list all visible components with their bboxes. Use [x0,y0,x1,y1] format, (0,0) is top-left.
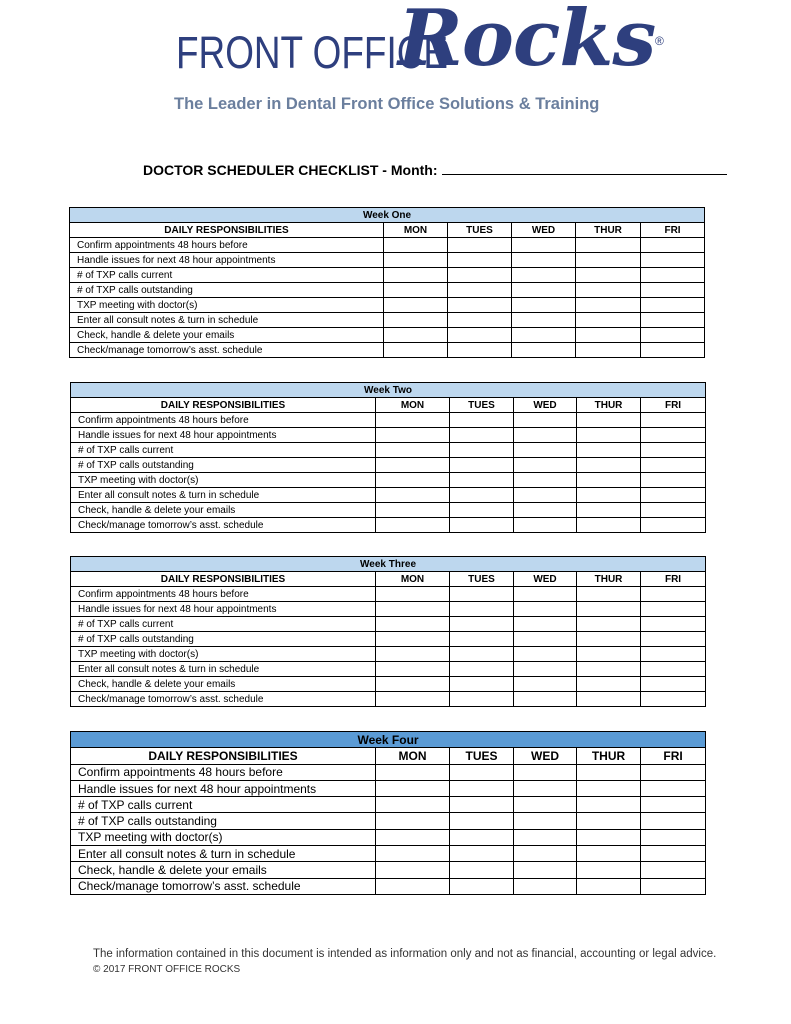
task-row [71,632,706,647]
logo [0,0,791,130]
task-label: Check, handle & delete your emails [70,328,384,343]
checkbox-cell-wed[interactable] [514,458,577,473]
checkbox-cell-fri[interactable] [641,518,706,533]
checkbox-cell-fri[interactable] [641,647,706,662]
checkbox-cell-fri[interactable] [641,488,706,503]
checkbox-cell-fri[interactable] [641,862,706,878]
task-row [70,253,705,268]
checkbox-cell-thur[interactable] [577,587,641,602]
task-row [71,878,706,894]
checkbox-cell-thur[interactable] [577,692,641,707]
task-label: Enter all consult notes & turn in schedule [71,662,376,677]
task-row [71,647,706,662]
mon-header: MON [376,398,450,413]
checkbox-cell-fri[interactable] [641,503,706,518]
checkbox-cell-fri[interactable] [641,587,706,602]
checkbox-cell-mon[interactable] [376,797,450,813]
checkbox-cell-thur[interactable] [576,283,641,298]
task-label: Check/manage tomorrow’s asst. schedule [71,518,376,533]
checkbox-cell-mon[interactable] [384,268,448,283]
checkbox-cell-fri[interactable] [641,413,706,428]
checkbox-cell-tues[interactable] [450,797,514,813]
checkbox-cell-wed[interactable] [512,253,576,268]
week-two-table [70,382,706,533]
task-label: Check, handle & delete your emails [71,503,376,518]
thur-header: THUR [576,223,641,238]
checkbox-cell-tues[interactable] [448,283,512,298]
footer-disclaimer: The information contained in this document is intended as information only and not as financial, accounting or legal advice. [93,948,717,960]
responsibilities-header: DAILY RESPONSIBILITIES [71,748,376,764]
checkbox-cell-fri[interactable] [641,298,705,313]
checkbox-cell-wed[interactable] [514,647,577,662]
task-row [71,862,706,878]
checkbox-cell-fri[interactable] [641,602,706,617]
checkbox-cell-fri[interactable] [641,283,705,298]
task-label: Enter all consult notes & turn in schedule [71,846,376,862]
checkbox-cell-wed[interactable] [514,473,577,488]
checkbox-cell-fri[interactable] [641,780,706,796]
checkbox-cell-tues[interactable] [450,488,514,503]
task-label: Handle issues for next 48 hour appointments [71,428,376,443]
checkbox-cell-mon[interactable] [384,253,448,268]
mon-header: MON [376,572,450,587]
checkbox-cell-wed[interactable] [514,813,577,829]
checkbox-cell-mon[interactable] [376,764,450,780]
checkbox-cell-fri[interactable] [641,253,705,268]
month-field[interactable] [442,163,727,175]
checkbox-cell-mon[interactable] [376,587,450,602]
checkbox-cell-thur[interactable] [576,298,641,313]
checkbox-cell-tues[interactable] [450,503,514,518]
wed-header: WED [514,748,577,764]
task-label: Handle issues for next 48 hour appointments [71,602,376,617]
task-row [71,587,706,602]
checkbox-cell-tues[interactable] [450,647,514,662]
checkbox-cell-tues[interactable] [448,298,512,313]
task-row [71,846,706,862]
checkbox-cell-mon[interactable] [376,692,450,707]
checkbox-cell-mon[interactable] [376,862,450,878]
checkbox-cell-wed[interactable] [512,298,576,313]
checkbox-cell-wed[interactable] [514,503,577,518]
task-row [70,328,705,343]
responsibilities-header: DAILY RESPONSIBILITIES [71,398,376,413]
checkbox-cell-thur[interactable] [576,313,641,328]
checkbox-cell-thur[interactable] [577,813,641,829]
checkbox-cell-thur[interactable] [577,602,641,617]
task-label: # of TXP calls current [71,797,376,813]
checkbox-cell-thur[interactable] [577,518,641,533]
checkbox-cell-mon[interactable] [376,813,450,829]
checkbox-cell-mon[interactable] [376,632,450,647]
checkbox-cell-wed[interactable] [514,862,577,878]
checkbox-cell-mon[interactable] [384,328,448,343]
week-header: Week Three [71,557,706,572]
checkbox-cell-thur[interactable] [577,473,641,488]
checkbox-cell-thur[interactable] [576,268,641,283]
checkbox-cell-wed[interactable] [514,846,577,862]
tagline: The Leader in Dental Front Office Solutions & Training [174,95,600,113]
checkbox-cell-fri[interactable] [641,458,706,473]
tues-header: TUES [450,398,514,413]
checkbox-cell-wed[interactable] [514,692,577,707]
task-label: # of TXP calls outstanding [71,813,376,829]
checkbox-cell-tues[interactable] [448,343,512,358]
checkbox-cell-wed[interactable] [514,617,577,632]
mon-header: MON [376,748,450,764]
fri-header: FRI [641,572,706,587]
thur-header: THUR [577,398,641,413]
checkbox-cell-tues[interactable] [450,632,514,647]
checkbox-cell-thur[interactable] [577,797,641,813]
checkbox-cell-mon[interactable] [384,283,448,298]
task-row [71,677,706,692]
checkbox-cell-thur[interactable] [577,428,641,443]
checkbox-cell-fri[interactable] [641,797,706,813]
task-row [71,813,706,829]
checkbox-cell-thur[interactable] [577,862,641,878]
checkbox-cell-tues[interactable] [450,764,514,780]
checkbox-cell-wed[interactable] [514,797,577,813]
checkbox-cell-mon[interactable] [384,238,448,253]
checkbox-cell-mon[interactable] [384,298,448,313]
task-row [71,780,706,796]
task-row [71,488,706,503]
task-row [71,617,706,632]
task-label: Confirm appointments 48 hours before [70,238,384,253]
checkbox-cell-tues[interactable] [450,878,514,894]
thur-header: THUR [577,572,641,587]
checkbox-cell-wed[interactable] [514,518,577,533]
checkbox-cell-thur[interactable] [577,443,641,458]
task-label: # of TXP calls current [70,268,384,283]
checkbox-cell-wed[interactable] [512,328,576,343]
checkbox-cell-mon[interactable] [376,428,450,443]
task-label: # of TXP calls outstanding [71,458,376,473]
checkbox-cell-fri[interactable] [641,443,706,458]
checkbox-cell-wed[interactable] [514,662,577,677]
checkbox-cell-wed[interactable] [514,632,577,647]
task-label: Check/manage tomorrow’s asst. schedule [71,692,376,707]
checkbox-cell-thur[interactable] [577,458,641,473]
checkbox-cell-mon[interactable] [376,518,450,533]
checkbox-cell-thur[interactable] [576,253,641,268]
logo-front-office-text: FRONT OFFICE [176,27,448,78]
task-row [71,602,706,617]
checkbox-cell-tues[interactable] [448,238,512,253]
checkbox-cell-tues[interactable] [448,253,512,268]
task-row [71,458,706,473]
logo-rocks-text: Rocks [398,0,656,84]
checkbox-cell-mon[interactable] [376,473,450,488]
task-label: Enter all consult notes & turn in schedule [71,488,376,503]
task-label: # of TXP calls current [71,443,376,458]
task-label: Check/manage tomorrow’s asst. schedule [70,343,384,358]
checkbox-cell-thur[interactable] [577,647,641,662]
checkbox-cell-thur[interactable] [577,617,641,632]
checkbox-cell-mon[interactable] [376,829,450,845]
task-row [70,283,705,298]
checkbox-cell-mon[interactable] [384,343,448,358]
task-row [71,428,706,443]
task-label: TXP meeting with doctor(s) [71,473,376,488]
checkbox-cell-mon[interactable] [376,647,450,662]
wed-header: WED [514,572,577,587]
task-row [71,764,706,780]
checkbox-cell-mon[interactable] [376,878,450,894]
week-header: Week Two [71,383,706,398]
checkbox-cell-wed[interactable] [512,343,576,358]
responsibilities-header: DAILY RESPONSIBILITIES [70,223,384,238]
task-label: # of TXP calls current [71,617,376,632]
checkbox-cell-tues[interactable] [450,829,514,845]
checkbox-cell-mon[interactable] [384,313,448,328]
checkbox-cell-fri[interactable] [641,428,706,443]
checkbox-cell-tues[interactable] [450,458,514,473]
footer-copyright: © 2017 FRONT OFFICE ROCKS [93,964,241,975]
checkbox-cell-tues[interactable] [450,443,514,458]
task-label: Confirm appointments 48 hours before [71,587,376,602]
checkbox-cell-mon[interactable] [376,488,450,503]
document-title [143,163,727,177]
checkbox-cell-fri[interactable] [641,764,706,780]
checkbox-cell-wed[interactable] [514,587,577,602]
checkbox-cell-tues[interactable] [450,677,514,692]
checkbox-cell-tues[interactable] [450,662,514,677]
checkbox-cell-tues[interactable] [450,473,514,488]
checkbox-cell-fri[interactable] [641,846,706,862]
task-label: Check, handle & delete your emails [71,677,376,692]
checkbox-cell-thur[interactable] [577,677,641,692]
task-row [70,313,705,328]
task-row [70,268,705,283]
task-row [71,413,706,428]
week-one-table [69,207,705,358]
tues-header: TUES [450,572,514,587]
task-row [71,829,706,845]
week-three-table [70,556,706,707]
task-row [71,503,706,518]
checkbox-cell-mon[interactable] [376,602,450,617]
task-row [71,692,706,707]
task-label: Confirm appointments 48 hours before [71,764,376,780]
checkbox-cell-wed[interactable] [514,488,577,503]
checkbox-cell-wed[interactable] [514,780,577,796]
checkbox-cell-thur[interactable] [577,780,641,796]
checkbox-cell-fri[interactable] [641,662,706,677]
fri-header: FRI [641,398,706,413]
week-header: Week Four [71,732,706,748]
task-row [70,238,705,253]
task-label: # of TXP calls outstanding [71,632,376,647]
checkbox-cell-thur[interactable] [577,764,641,780]
week-header: Week One [70,208,705,223]
checkbox-cell-thur[interactable] [577,632,641,647]
checkbox-cell-tues[interactable] [450,428,514,443]
checkbox-cell-mon[interactable] [376,846,450,862]
tues-header: TUES [448,223,512,238]
task-label: Enter all consult notes & turn in schedule [70,313,384,328]
checkbox-cell-wed[interactable] [514,413,577,428]
checkbox-cell-wed[interactable] [512,283,576,298]
checkbox-cell-mon[interactable] [376,662,450,677]
checkbox-cell-mon[interactable] [376,458,450,473]
checkbox-cell-mon[interactable] [376,443,450,458]
checkbox-cell-tues[interactable] [450,518,514,533]
task-label: Handle issues for next 48 hour appointments [71,780,376,796]
checkbox-cell-fri[interactable] [641,632,706,647]
task-row [71,662,706,677]
checkbox-cell-wed[interactable] [514,764,577,780]
week-four-table [70,731,706,895]
checkbox-cell-thur[interactable] [576,343,641,358]
checkbox-cell-fri[interactable] [641,328,705,343]
checkbox-cell-fri[interactable] [641,813,706,829]
checkbox-cell-thur[interactable] [577,413,641,428]
checkbox-cell-wed[interactable] [514,677,577,692]
checkbox-cell-thur[interactable] [577,846,641,862]
checkbox-cell-thur[interactable] [577,878,641,894]
task-row [70,298,705,313]
checkbox-cell-thur[interactable] [577,503,641,518]
task-label: TXP meeting with doctor(s) [71,647,376,662]
fri-header: FRI [641,223,705,238]
checkbox-cell-wed[interactable] [514,829,577,845]
checkbox-cell-thur[interactable] [577,829,641,845]
task-label: Confirm appointments 48 hours before [71,413,376,428]
task-row [71,518,706,533]
task-label: # of TXP calls outstanding [70,283,384,298]
checkbox-cell-tues[interactable] [448,328,512,343]
checkbox-cell-tues[interactable] [448,268,512,283]
checkbox-cell-fri[interactable] [641,343,705,358]
checkbox-cell-tues[interactable] [450,813,514,829]
checkbox-cell-mon[interactable] [376,413,450,428]
checkbox-cell-mon[interactable] [376,617,450,632]
checkbox-cell-fri[interactable] [641,268,705,283]
thur-header: THUR [577,748,641,764]
checkbox-cell-tues[interactable] [450,602,514,617]
title-label: DOCTOR SCHEDULER CHECKLIST - Month: [143,162,438,178]
checkbox-cell-thur[interactable] [577,662,641,677]
checkbox-cell-thur[interactable] [576,328,641,343]
task-row [71,473,706,488]
task-label: TXP meeting with doctor(s) [70,298,384,313]
checkbox-cell-wed[interactable] [512,313,576,328]
checkbox-cell-tues[interactable] [450,617,514,632]
checkbox-cell-mon[interactable] [376,780,450,796]
task-label: Check, handle & delete your emails [71,862,376,878]
checkbox-cell-wed[interactable] [512,238,576,253]
wed-header: WED [514,398,577,413]
task-label: TXP meeting with doctor(s) [71,829,376,845]
tues-header: TUES [450,748,514,764]
task-label: Check/manage tomorrow’s asst. schedule [71,878,376,894]
checkbox-cell-fri[interactable] [641,313,705,328]
checkbox-cell-tues[interactable] [448,313,512,328]
checkbox-cell-fri[interactable] [641,238,705,253]
checkbox-cell-wed[interactable] [514,878,577,894]
checkbox-cell-wed[interactable] [514,443,577,458]
checkbox-cell-tues[interactable] [450,846,514,862]
checkbox-cell-wed[interactable] [514,428,577,443]
fri-header: FRI [641,748,706,764]
registered-mark: ® [655,34,664,48]
checkbox-cell-tues[interactable] [450,587,514,602]
checkbox-cell-tues[interactable] [450,413,514,428]
checkbox-cell-fri[interactable] [641,473,706,488]
wed-header: WED [512,223,576,238]
checkbox-cell-fri[interactable] [641,829,706,845]
checkbox-cell-wed[interactable] [514,602,577,617]
checkbox-cell-thur[interactable] [576,238,641,253]
task-label: Handle issues for next 48 hour appointments [70,253,384,268]
responsibilities-header: DAILY RESPONSIBILITIES [71,572,376,587]
checkbox-cell-fri[interactable] [641,692,706,707]
checkbox-cell-mon[interactable] [376,503,450,518]
checkbox-cell-fri[interactable] [641,878,706,894]
checkbox-cell-wed[interactable] [512,268,576,283]
task-row [70,343,705,358]
task-row [71,443,706,458]
mon-header: MON [384,223,448,238]
checkbox-cell-tues[interactable] [450,692,514,707]
task-row [71,797,706,813]
checkbox-cell-tues[interactable] [450,780,514,796]
checkbox-cell-tues[interactable] [450,862,514,878]
checkbox-cell-mon[interactable] [376,677,450,692]
checkbox-cell-fri[interactable] [641,677,706,692]
checkbox-cell-thur[interactable] [577,488,641,503]
checkbox-cell-fri[interactable] [641,617,706,632]
